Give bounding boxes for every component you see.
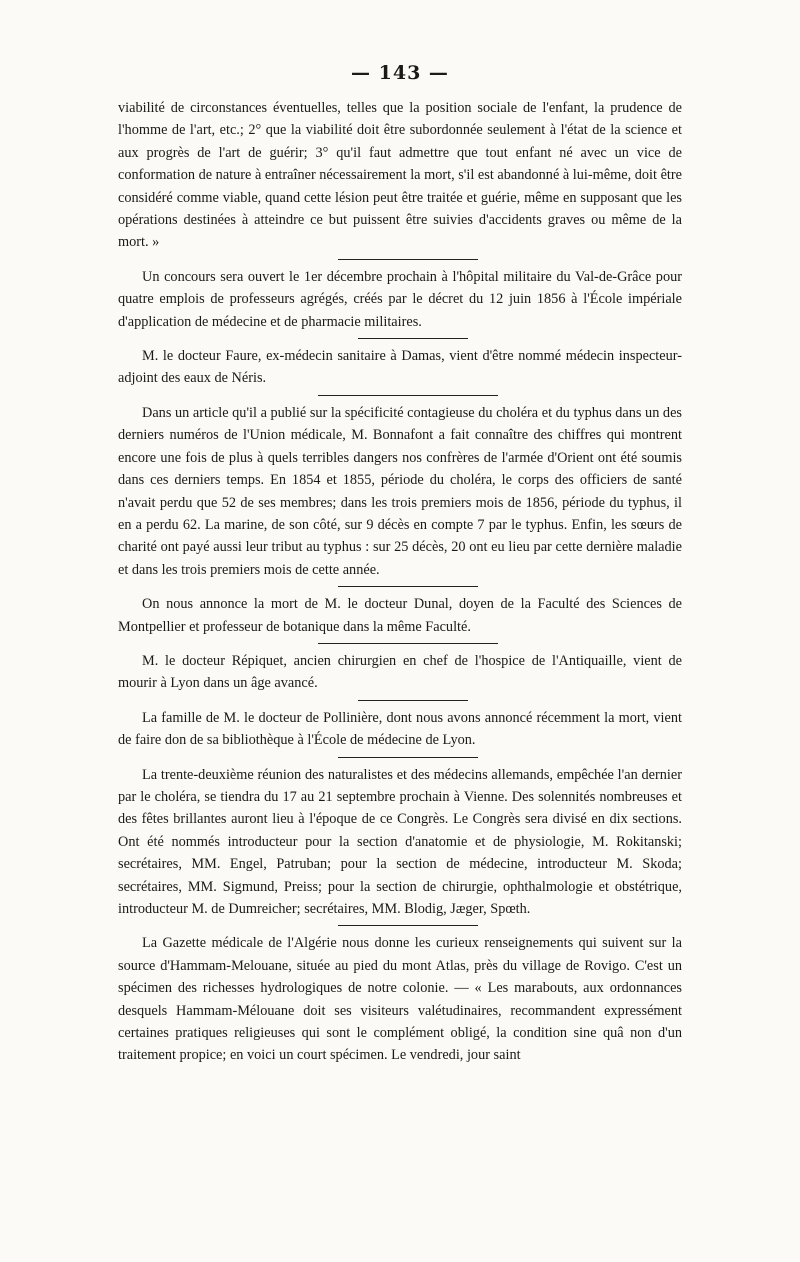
separator-rule <box>118 581 682 593</box>
separator-rule <box>118 638 682 650</box>
paragraph-congres: La trente-deuxième réunion des naturalistes et des médecins allemands, empêchée l'an dernier par le choléra, se tiendra du 17 au 21 septembre prochain à Vienne. Des solennités nombreuses et des fêtes brillantes auront lieu à l'époque de ce Congrès. Le Congrès sera divisé en dix sections. Ont été nommés introducteur pour la section d'anatomie et de physiologie, M. Rokitanski; secrétaires, MM. Engel, Patruban; pour la section de médecine, introducteur M. Skoda; secrétaires, MM. Sigmund, Preiss; pour la section de chirurgie, ophthalmologie et obstétrique, introducteur M. de Dumreicher; secrétaires, MM. Blodig, Jæger, Spœth. <box>118 766 682 917</box>
separator-rule <box>118 920 682 932</box>
separator-rule <box>118 333 682 345</box>
separator-rule <box>118 752 682 764</box>
paragraph-dunal: On nous annonce la mort de M. le docteur Dunal, doyen de la Faculté des Sciences de Montpellier et professeur de botanique dans la même Faculté. <box>118 596 682 635</box>
paragraph-viability: viabilité de circonstances éventuelles, telles que la position sociale de l'enfant, la prudence de l'homme de l'art, etc.; 2° que la viabilité doit être subordonnée seulement à l'état de la science et aux progrès de l'art de guérir; 3° qu'il faut admettre que tout enfant né avec un vice de conformation de nature à entraîner nécessairement la mort, s'il est abandonné à lui-même, doit être considéré comme viable, quand cette lésion peut être traitée et guérie, même en supposant que les opérations destinées à atteindre ce but puissent être suivies d'accidents graves ou même de la mort. » <box>118 100 682 251</box>
separator-rule <box>118 695 682 707</box>
paragraph-faure: M. le docteur Faure, ex-médecin sanitaire à Damas, vient d'être nommé médecin inspecteur-adjoint des eaux de Néris. <box>118 348 682 387</box>
page-body <box>118 97 682 1067</box>
paragraph-concours: Un concours sera ouvert le 1er décembre prochain à l'hôpital militaire du Val-de-Grâce pour quatre emplois de professeurs agrégés, créés par le décret du 12 juin 1856 à l'École impériale d'application de médecine et de pharmacie militaires. <box>118 268 682 330</box>
separator-rule <box>118 390 682 402</box>
paragraph-repiquet: M. le docteur Répiquet, ancien chirurgien en chef de l'hospice de l'Antiquaille, vient de mourir à Lyon dans un âge avancé. <box>118 652 682 692</box>
paragraph-polliniere: La famille de M. le docteur de Pollinière, dont nous avons annoncé récemment la mort, vient de faire don de sa bibliothèque à l'École de médecine de Lyon. <box>118 709 682 749</box>
page-number: — 143 — <box>351 62 449 84</box>
paragraph-cholera-typhus: Dans un article qu'il a publié sur la spécificité contagieuse du choléra et du typhus dans un des derniers numéros de l'Union médicale, M. Bonnafont a fait connaître des chiffres qui montrent encore une fois de plus à quels terribles dangers nos confrères de l'armée d'Orient ont été soumis dans ces derniers temps. En 1854 et 1855, période du choléra, le corps des officiers de santé n'avait perdu que 52 de ses membres; dans les trois premiers mois de 1856, période du typhus, il en a perdu 62. La marine, de son côté, sur 9 décès en compte 7 par le typhus. Enfin, les sœurs de charité ont payé aussi leur tribut au typhus : sur 25 décès, 20 ont eu lieu par cette dernière maladie et dans les trois premiers mois de cette année. <box>118 404 682 578</box>
separator-rule <box>118 254 682 266</box>
paragraph-hammam: La Gazette médicale de l'Algérie nous donne les curieux renseignements qui suivent sur la source d'Hammam-Melouane, située au pied du mont Atlas, près du village de Rovigo. C'est un spécimen des richesses hydrologiques de notre colonie. — « Les marabouts, aux ordonnances desquels Hammam-Mélouane doit ses visiteurs valétudinaires, recommandent expressément certaines pratiques religieuses qui sont le complément obligé, la condition sine quâ non d'un traitement propice; en voici un court spécimen. Le vendredi, jour saint <box>118 935 682 1064</box>
